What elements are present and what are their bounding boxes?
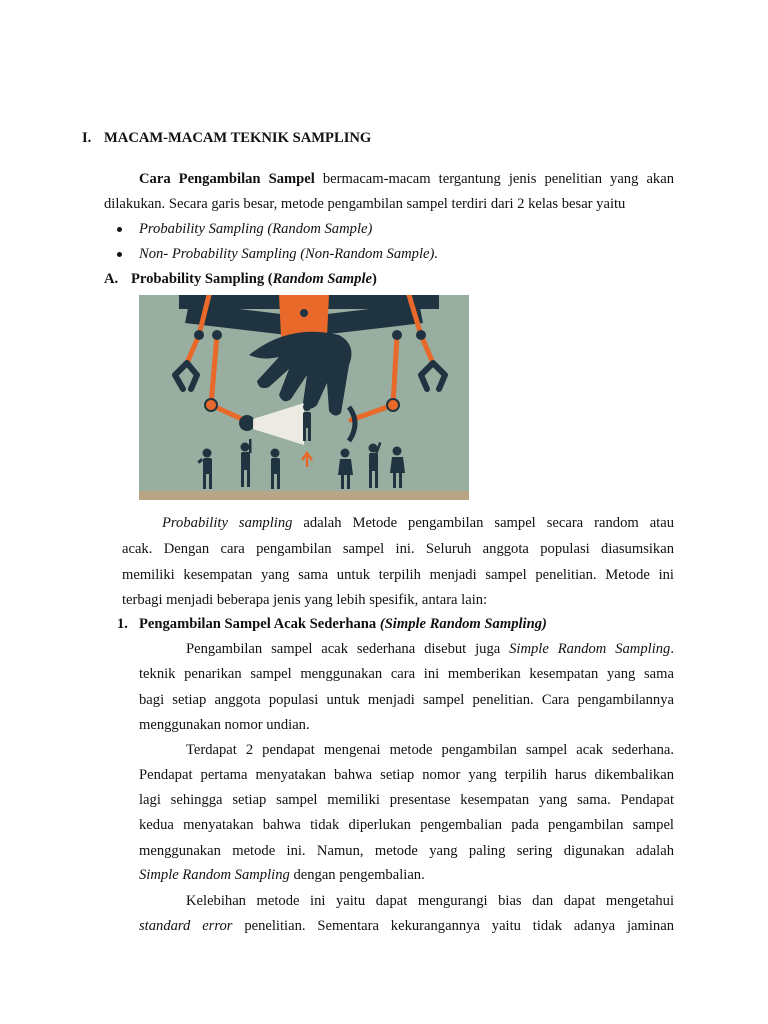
item1-p2-line-2: Pendapat pertama menyatakan bahwa setiap nomor yang terpilih harus dikembalikan (139, 767, 674, 783)
intro-line-1-rest: bermacam-macam tergantung jenis penelitian yang akan (314, 171, 674, 187)
item1-p1-line-4: menggunakan nomor undian. (139, 717, 310, 733)
item-number: 1. (117, 616, 128, 632)
ground-strip (139, 491, 469, 500)
item1-p2-line-4: kedua menyatakan bahwa tidak diperlukan pengembalian pada pengambilan sampel (139, 817, 674, 833)
subsection-title: Probability Sampling (Random Sample) (131, 271, 377, 287)
section-number: I. (82, 130, 92, 146)
definition-line-2: acak. Dengan cara pengambilan sampel ini. Seluruh anggota populasi diasumsikan (122, 541, 674, 557)
bullet-item (139, 245, 438, 263)
bullet-item (139, 220, 372, 238)
item1-p2-line-6: Simple Random Sampling dengan pengembalian. (139, 867, 425, 883)
item1-p3-line-2: standard error penelitian. Sementara kekurangannya yaitu tidak adanya jaminan (139, 918, 675, 934)
item1-p1-line-2: teknik penarikan sampel menggunakan cara ini memberikan kesempatan yang sama (139, 666, 674, 682)
definition-line-1: Probability sampling adalah Metode pengambilan sampel secara random atau (162, 515, 674, 531)
definition-line-3: memiliki kesempatan yang sama untuk terpilih menjadi sampel penelitian. Metode ini (122, 567, 674, 583)
subsection-letter: A. (104, 271, 119, 287)
definition-italic-lead: Probability sampling (162, 515, 293, 531)
section-title: MACAM-MACAM TEKNIK SAMPLING (104, 130, 372, 146)
robot-hand-illustration (139, 295, 469, 500)
item1-p3-line-1: Kelebihan metode ini yaitu dapat mengurangi bias dan dapat mengetahui (186, 893, 674, 909)
item-title: Pengambilan Sampel Acak Sederhana (Simple Random Sampling) (139, 616, 547, 632)
intro-line-1 (139, 170, 674, 188)
bullet-text: Probability Sampling (Random Sample) (139, 221, 373, 237)
item1-p2-line-5: menggunakan metode ini. Namun, metode yang paling sering digunakan adalah (139, 843, 674, 859)
intro-line-2: dilakukan. Secara garis besar, metode pengambilan sampel terdiri dari 2 kelas besar yaitu (104, 196, 626, 212)
item1-p2-line-3: lagi sehingga setiap sampel memiliki presentase kesempatan yang sama. Pendapat (139, 792, 674, 808)
item1-p2-line-1: Terdapat 2 pendapat mengenai metode pengambilan sampel acak sederhana. (186, 742, 674, 758)
bullet-text: Non- Probability Sampling (Non-Random Sample). (139, 246, 439, 262)
spotlight-lamp (239, 415, 255, 431)
bullet-dot (117, 227, 122, 232)
bullet-dot (117, 252, 122, 257)
illustration (139, 295, 469, 500)
item1-p1-line-3: bagi setiap anggota populasi untuk menjadi sampel penelitian. Cara pengambilannya (139, 692, 674, 708)
definition-line-4: terbagi menjadi beberapa jenis yang lebih spesifik, antara lain: (122, 592, 488, 608)
intro-bold-lead: Cara Pengambilan Sampel (139, 171, 315, 187)
item1-p1-line-1: Pengambilan sampel acak sederhana disebut juga Simple Random Sampling. (186, 641, 674, 657)
